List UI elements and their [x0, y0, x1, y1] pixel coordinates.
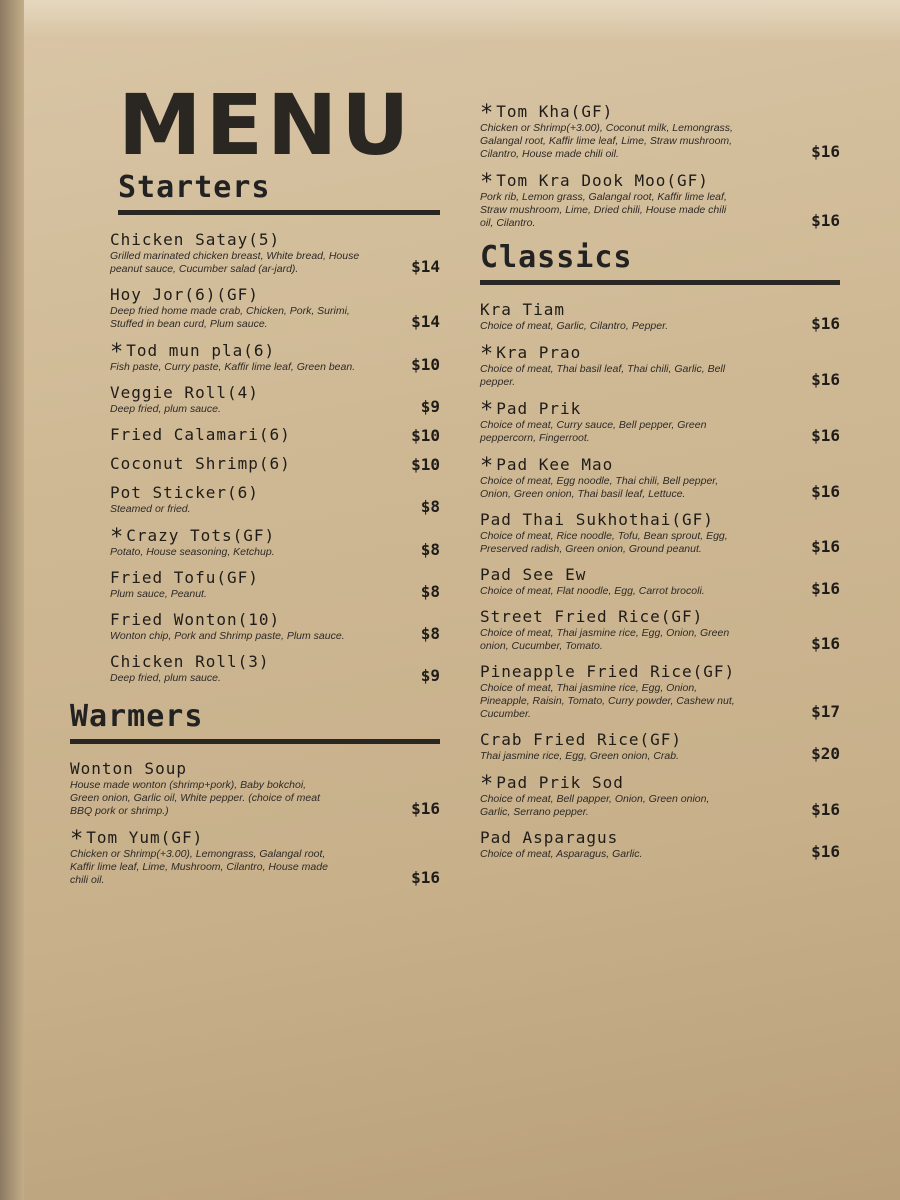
right-column [480, 100, 840, 869]
menu-item-price: $16 [811, 482, 840, 501]
menu-item-description: Deep fried home made crab, Chicken, Pork, Surimi, Stuffed in bean curd, Plum sauce. [110, 305, 350, 330]
section-title-warmers: Warmers [70, 699, 204, 734]
menu-item-name-row [480, 453, 840, 479]
menu-item [480, 606, 840, 653]
menu-item-price: $16 [811, 537, 840, 556]
menu-item-name: Fried Calamari(6) [110, 425, 291, 444]
menu-item-price: $16 [811, 211, 840, 230]
menu-item [70, 758, 440, 818]
menu-item-description: Thai jasmine rice, Egg, Green onion, Crab. [480, 750, 680, 762]
menu-item-price: $17 [811, 702, 840, 721]
menu-item-price: $16 [811, 142, 840, 161]
menu-item-name-row [480, 397, 840, 423]
menu-item-name-row [480, 564, 840, 585]
menu-item-name-row [110, 482, 440, 503]
menu-item-name: Wonton Soup [70, 759, 187, 778]
section-rule [118, 210, 440, 215]
left-column [70, 76, 440, 895]
menu-item-name: Hoy Jor(6)(GF) [110, 285, 259, 304]
menu-item [110, 339, 440, 374]
menu-item-name: Crab Fried Rice(GF) [480, 730, 683, 749]
menu-item-name: Chicken Roll(3) [110, 652, 270, 671]
menu-item-price: $16 [411, 799, 440, 818]
menu-item-name: Fried Tofu(GF) [110, 568, 259, 587]
asterisk-icon: * [480, 772, 495, 797]
menu-item [480, 397, 840, 445]
asterisk-icon: * [480, 454, 495, 479]
section-rule [480, 280, 840, 285]
menu-item-description: Fish paste, Curry paste, Kaffir lime leaf, Green bean. [110, 361, 356, 373]
menu-item-price: $9 [420, 666, 440, 685]
menu-item-price: $9 [420, 397, 440, 416]
menu-item-name-row [110, 609, 440, 630]
menu-item-description: Choice of meat, Egg noodle, Thai chili, Bell pepper, Onion, Green onion, Thai basil leaf, Lettuce. [480, 475, 719, 500]
menu-item [480, 299, 840, 333]
menu-item-price: $14 [411, 257, 440, 276]
asterisk-icon: * [480, 101, 495, 126]
warmers-continued-list [480, 100, 840, 230]
menu-item [480, 827, 840, 861]
menu-item [480, 341, 840, 389]
asterisk-icon: * [110, 525, 125, 550]
asterisk-icon: * [110, 340, 125, 365]
menu-item-price: $8 [420, 497, 440, 516]
menu-item-price: $16 [811, 800, 840, 819]
menu-item-name: Pineapple Fried Rice(GF) [480, 662, 736, 681]
menu-item [70, 826, 440, 887]
menu-item-description: Wonton chip, Pork and Shrimp paste, Plum sauce. [110, 630, 345, 642]
paper-top-strip [0, 0, 900, 40]
menu-item-description: Chicken or Shrimp(+3.00), Coconut milk, Lemongrass, Galangal root, Kaffir lime leaf, Lime, Straw mushroom, Cilantro, House made chili oil. [480, 122, 733, 160]
menu-item [480, 453, 840, 501]
menu-item-description: Choice of meat, Thai jasmine rice, Egg, Onion, Pineapple, Raisin, Tomato, Curry powder, Cashew nut, Cucumber. [480, 682, 735, 720]
menu-item-price: $20 [811, 744, 840, 763]
warmers-list [70, 758, 440, 887]
menu-item-name-row [480, 827, 840, 848]
menu-item-name-row [110, 651, 440, 672]
menu-item-name-row [480, 661, 840, 682]
menu-item-name-row [110, 453, 440, 474]
asterisk-icon: * [480, 342, 495, 367]
menu-item-price: $10 [411, 355, 440, 374]
section-rule [70, 739, 440, 744]
menu-item [480, 564, 840, 598]
menu-item-price: $16 [811, 579, 840, 598]
menu-item-name-row [110, 284, 440, 305]
menu-item-name-row [110, 524, 440, 550]
menu-item-description: Choice of meat, Garlic, Cilantro, Pepper. [480, 320, 669, 332]
menu-item-name: Coconut Shrimp(6) [110, 454, 291, 473]
menu-item-price: $8 [420, 624, 440, 643]
menu-item-description: House made wonton (shrimp+pork), Baby bokchoi, Green onion, Garlic oil, White pepper. (choice of meat BBQ pork or shrimp.) [70, 779, 320, 817]
menu-item-name-row [70, 758, 440, 779]
menu-item-description: Steamed or fried. [110, 503, 191, 515]
menu-item [110, 524, 440, 559]
menu-item [110, 453, 440, 474]
menu-item [480, 661, 840, 721]
menu-item-price: $16 [811, 634, 840, 653]
menu-item-name: Pad See Ew [480, 565, 587, 584]
menu-item-name-row [480, 606, 840, 627]
menu-item [480, 729, 840, 763]
menu-item-name: Crazy Tots(GF) [126, 526, 276, 545]
menu-item-name: Kra Prao [496, 343, 582, 362]
menu-item-name: Pad Kee Mao [496, 455, 614, 474]
menu-item [110, 482, 440, 516]
menu-item-name: Pad Asparagus [480, 828, 619, 847]
menu-item-name: Chicken Satay(5) [110, 230, 281, 249]
menu-item [480, 509, 840, 556]
menu-item [480, 100, 840, 161]
menu-item-name: Tod mun pla(6) [126, 341, 276, 360]
menu-item [110, 284, 440, 331]
menu-item-price: $14 [411, 312, 440, 331]
menu-item-price: $10 [411, 426, 440, 445]
menu-item-description: Grilled marinated chicken breast, White bread, House peanut sauce, Cucumber salad (ar-jard). [110, 250, 360, 275]
menu-item-name-row [480, 100, 840, 126]
menu-item-description: Choice of meat, Thai jasmine rice, Egg, Onion, Green onion, Cucumber, Tomato. [480, 627, 730, 652]
asterisk-icon: * [70, 827, 85, 852]
menu-item-price: $16 [811, 426, 840, 445]
menu-item-description: Pork rib, Lemon grass, Galangal root, Kaffir lime leaf, Straw mushroom, Lime, Dried chili, House made chili oil, Cilantro. [480, 191, 727, 229]
menu-item-description: Chicken or Shrimp(+3.00), Lemongrass, Galangal root, Kaffir lime leaf, Lime, Mushroom, Cilantro, House made chili oil. [70, 848, 328, 886]
menu-item-name: Pad Thai Sukhothai(GF) [480, 510, 714, 529]
asterisk-icon: * [480, 398, 495, 423]
menu-item-name: Veggie Roll(4) [110, 383, 259, 402]
menu-item [110, 567, 440, 601]
section-title-starters: Starters [118, 170, 271, 205]
menu-item-name-row [110, 382, 440, 403]
menu-item [480, 169, 840, 230]
menu-item-description: Choice of meat, Curry sauce, Bell pepper, Green peppercorn, Fingerroot. [480, 419, 707, 444]
menu-item-description: Potato, House seasoning, Ketchup. [110, 546, 275, 558]
menu-item-price: $16 [411, 868, 440, 887]
menu-item-description: Choice of meat, Rice noodle, Tofu, Bean sprout, Egg, Preserved radish, Green onion, Ground peanut. [480, 530, 728, 555]
menu-item-name: Pad Prik Sod [496, 773, 624, 792]
classics-list [480, 299, 840, 861]
menu-item-name-row [110, 424, 440, 445]
menu-item-name: Fried Wonton(10) [110, 610, 281, 629]
menu-item-name-row [480, 509, 840, 530]
menu-item-name-row [480, 771, 840, 797]
paper-left-edge [0, 0, 24, 1200]
menu-item-name: Tom Kra Dook Moo(GF) [496, 171, 709, 190]
menu-item-name-row [110, 567, 440, 588]
menu-item-price: $8 [420, 582, 440, 601]
menu-item-name: Kra Tiam [480, 300, 566, 319]
menu-item-name: Pot Sticker(6) [110, 483, 259, 502]
menu-item-name-row [70, 826, 440, 852]
asterisk-icon: * [480, 170, 495, 195]
menu-item-description: Deep fried, plum sauce. [110, 403, 221, 415]
menu-item-description: Plum sauce, Peanut. [110, 588, 207, 600]
menu-item-price: $8 [420, 540, 440, 559]
menu-item [110, 382, 440, 416]
menu-item-description: Choice of meat, Flat noodle, Egg, Carrot brocoli. [480, 585, 705, 597]
menu-item-name: Tom Kha(GF) [496, 102, 614, 121]
menu-item-name-row [480, 341, 840, 367]
menu-item-description: Choice of meat, Asparagus, Garlic. [480, 848, 643, 860]
menu-item-price: $10 [411, 455, 440, 474]
menu-item [110, 651, 440, 685]
menu-item-description: Deep fried, plum sauce. [110, 672, 221, 684]
menu-item [110, 424, 440, 445]
menu-item-name-row [480, 299, 840, 320]
section-title-classics: Classics [480, 240, 633, 275]
menu-item-name: Street Fried Rice(GF) [480, 607, 704, 626]
menu-item-name-row [480, 729, 840, 750]
menu-item [110, 609, 440, 643]
menu-item-description: Choice of meat, Thai basil leaf, Thai chili, Garlic, Bell pepper. [480, 363, 726, 388]
menu-item-price: $16 [811, 842, 840, 861]
menu-item-name-row [480, 169, 840, 195]
menu-item-price: $16 [811, 370, 840, 389]
menu-item-name: Tom Yum(GF) [86, 828, 204, 847]
menu-item [480, 771, 840, 819]
menu-item-name-row [110, 229, 440, 250]
menu-title: MENU [118, 76, 414, 174]
menu-item-description: Choice of meat, Bell papper, Onion, Green onion, Garlic, Serrano pepper. [480, 793, 710, 818]
menu-item-name: Pad Prik [496, 399, 582, 418]
menu-item-price: $16 [811, 314, 840, 333]
starters-list [110, 229, 440, 685]
menu-item [110, 229, 440, 276]
